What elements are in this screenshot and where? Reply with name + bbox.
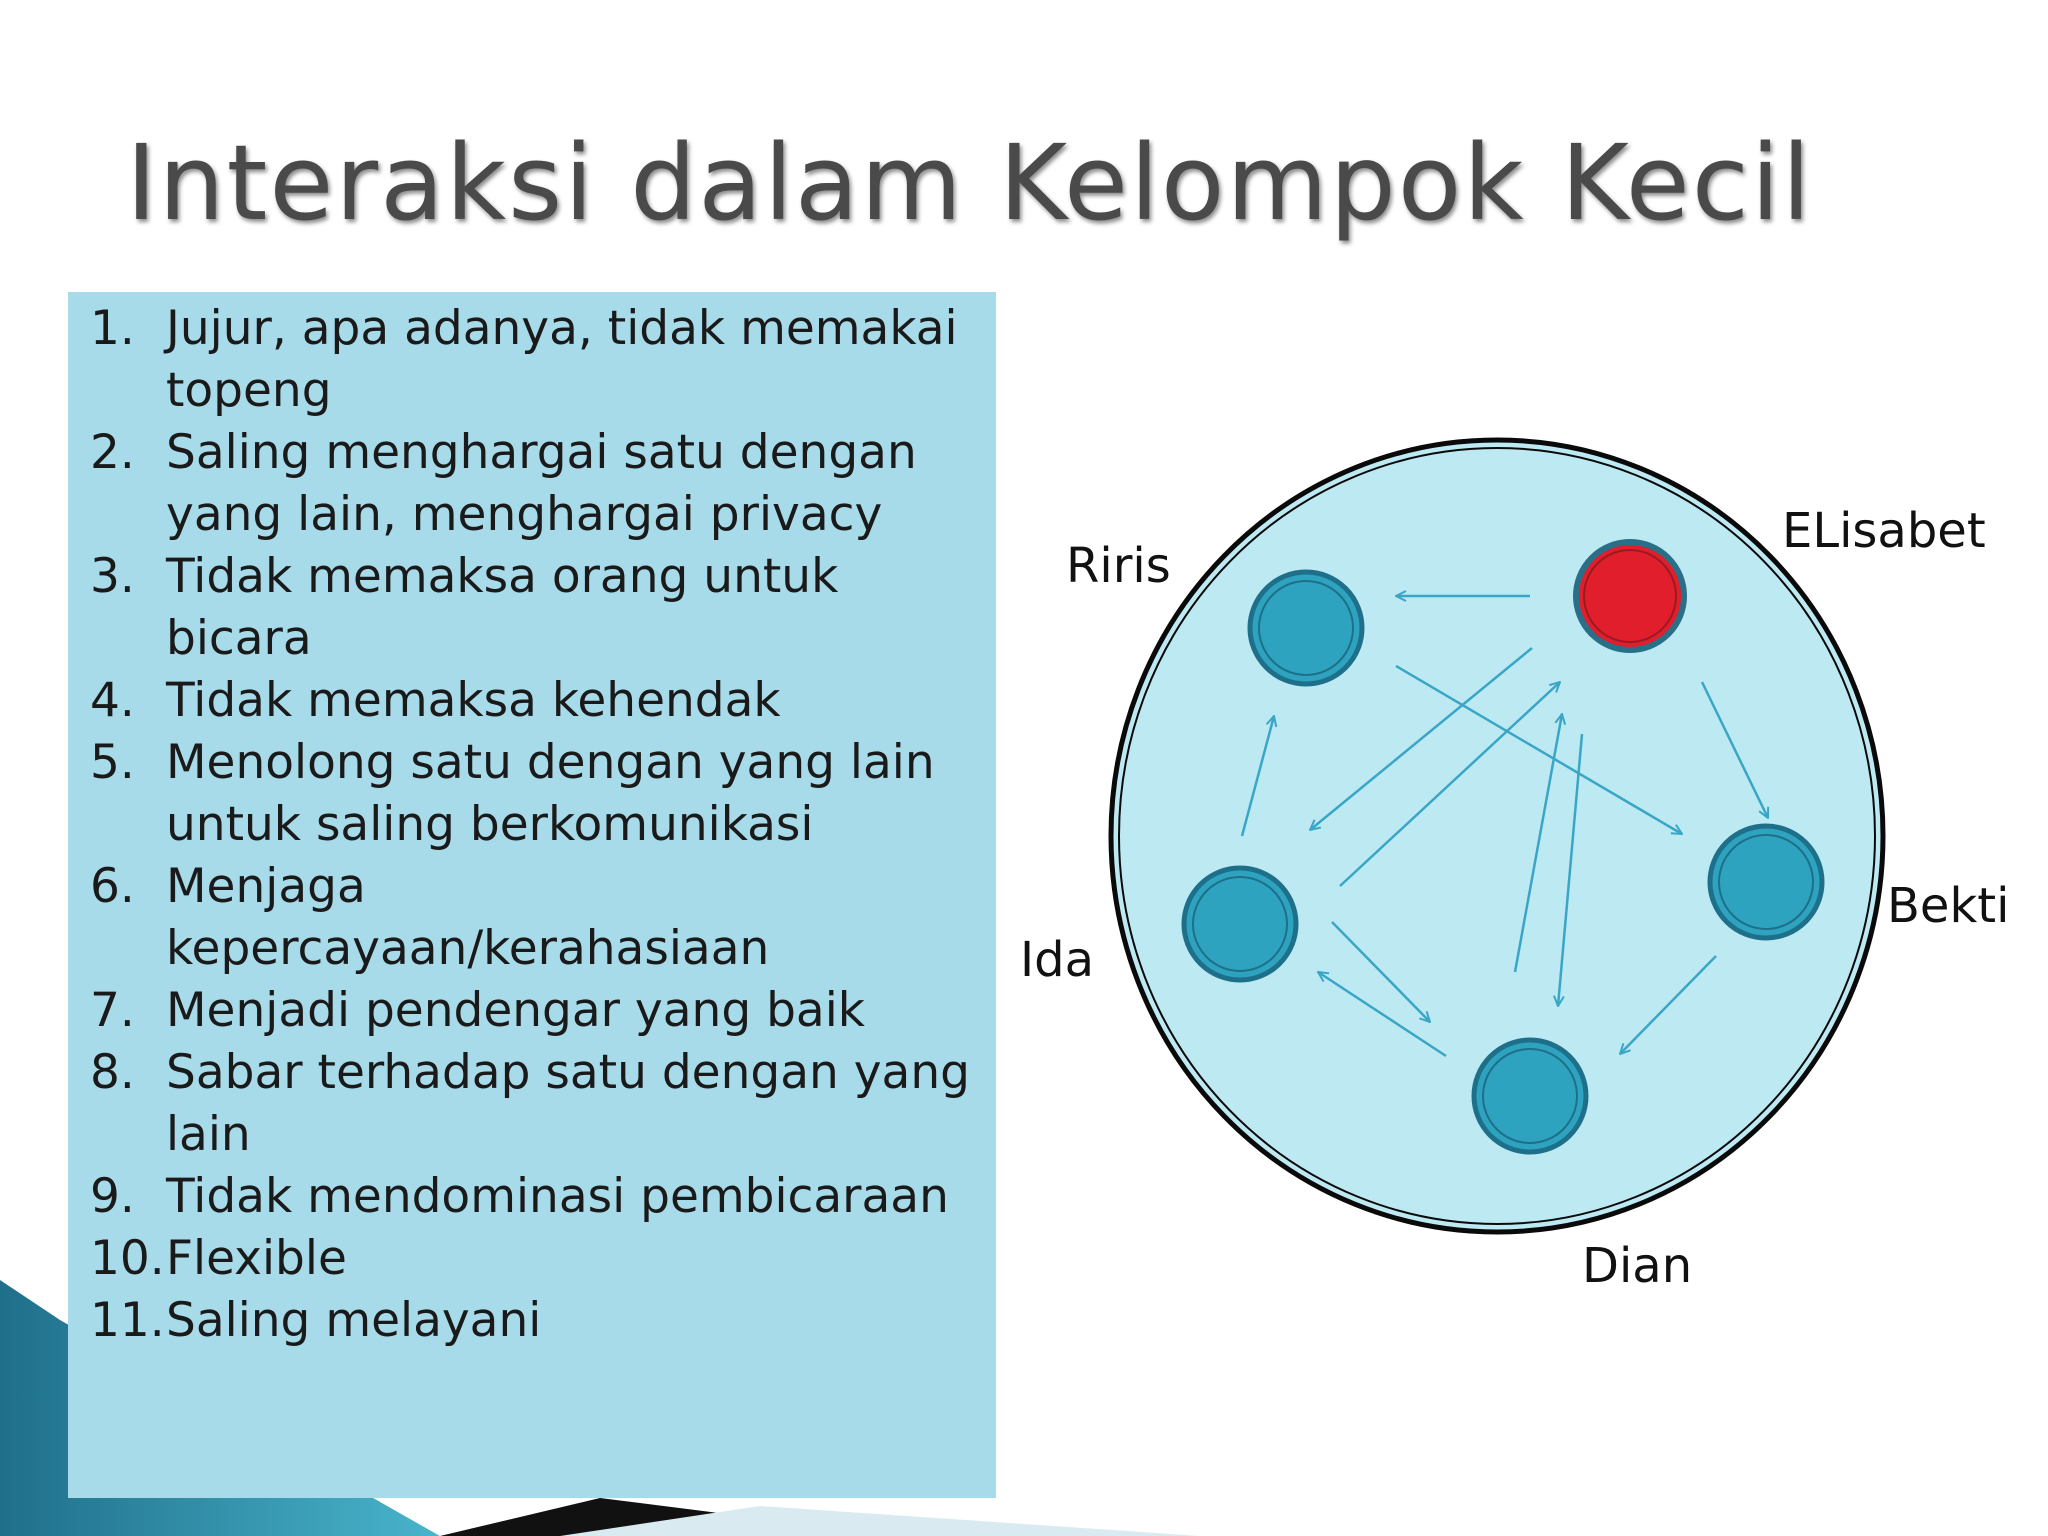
member-node-bekti bbox=[1710, 826, 1822, 938]
list-item-number: 8. bbox=[90, 1045, 135, 1100]
list-item bbox=[90, 856, 976, 980]
list-item-number: 5. bbox=[90, 735, 135, 790]
list-item-text: Sabar terhadap satu dengan yang lain bbox=[166, 1045, 970, 1162]
list-item bbox=[90, 1166, 976, 1228]
list-item bbox=[90, 670, 976, 732]
list-item-text: Tidak memaksa kehendak bbox=[166, 673, 781, 728]
member-node-riris bbox=[1250, 572, 1362, 684]
list-item-number: 3. bbox=[90, 549, 135, 604]
list-item-number: 1. bbox=[90, 301, 135, 356]
list-item-text: Menjaga kepercayaan/kerahasiaan bbox=[166, 859, 770, 976]
list-item-number: 9. bbox=[90, 1169, 135, 1224]
list-item-text: Flexible bbox=[166, 1231, 347, 1286]
list-item-number: 6. bbox=[90, 859, 135, 914]
group-interaction-diagram bbox=[1000, 420, 2040, 1340]
list-item bbox=[90, 732, 976, 856]
list-item bbox=[90, 546, 976, 670]
list-item bbox=[90, 980, 976, 1042]
member-node-dian bbox=[1474, 1040, 1586, 1152]
list-item bbox=[90, 298, 976, 422]
list-item-number: 4. bbox=[90, 673, 135, 728]
member-node-ida bbox=[1184, 868, 1296, 980]
list-item-number: 2. bbox=[90, 425, 135, 480]
member-node-elisabet bbox=[1576, 542, 1684, 650]
member-label-dian: Dian bbox=[1582, 1238, 1693, 1294]
principles-list bbox=[90, 298, 976, 1352]
list-item-number: 11. bbox=[90, 1293, 165, 1348]
list-item bbox=[90, 1042, 976, 1166]
list-item-text: Jujur, apa adanya, tidak memakai topeng bbox=[166, 301, 958, 418]
slide-title: Interaksi dalam Kelompok Kecil bbox=[126, 122, 1813, 244]
list-item-number: 7. bbox=[90, 983, 135, 1038]
principles-panel bbox=[68, 292, 996, 1498]
list-item-text: Saling melayani bbox=[166, 1293, 542, 1348]
list-item bbox=[90, 422, 976, 546]
member-label-bekti: Bekti bbox=[1887, 878, 2010, 934]
list-item-text: Tidak memaksa orang untuk bicara bbox=[166, 549, 839, 666]
list-item bbox=[90, 1228, 976, 1290]
member-label-elisabet: ELisabet bbox=[1782, 503, 1986, 559]
list-item bbox=[90, 1290, 976, 1352]
member-label-riris: Riris bbox=[1066, 538, 1171, 594]
list-item-number: 10. bbox=[90, 1231, 165, 1286]
list-item-text: Saling menghargai satu dengan yang lain, menghargai privacy bbox=[166, 425, 917, 542]
list-item-text: Menolong satu dengan yang lain untuk saling berkomunikasi bbox=[166, 735, 935, 852]
member-label-ida: Ida bbox=[1020, 932, 1095, 988]
list-item-text: Menjadi pendengar yang baik bbox=[166, 983, 866, 1038]
list-item-text: Tidak mendominasi pembicaraan bbox=[166, 1169, 949, 1224]
